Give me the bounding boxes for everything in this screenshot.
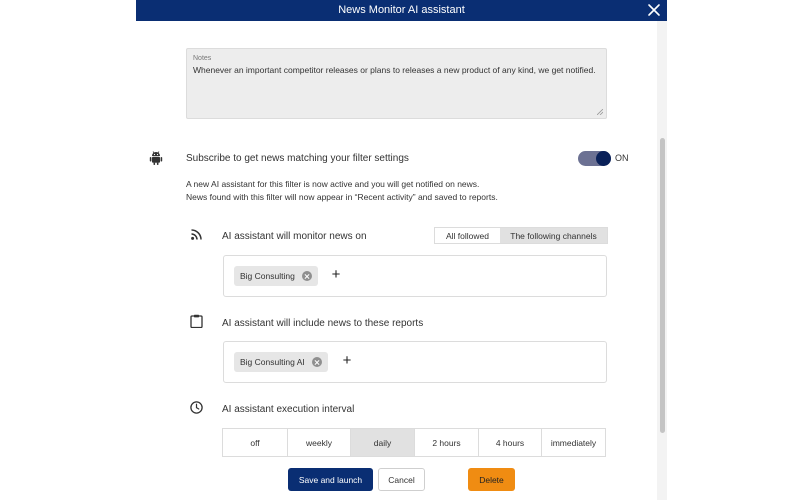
scrollbar-thumb[interactable]	[660, 138, 665, 433]
notes-text[interactable]: Whenever an important competitor releases or plans to releases a new product of any kind, we get notified.	[193, 65, 596, 75]
subscribe-info	[186, 178, 498, 204]
option-following-channels[interactable]: The following channels	[500, 228, 607, 243]
add-report-button[interactable]: +	[342, 352, 352, 369]
toggle-state-label: ON	[615, 153, 629, 163]
report-chip	[234, 352, 328, 372]
subscribe-label: Subscribe to get news matching your filter settings	[186, 153, 409, 164]
resize-handle-icon[interactable]	[597, 109, 603, 115]
remove-chip-icon[interactable]	[312, 357, 322, 367]
reports-label: AI assistant will include news to these reports	[222, 318, 424, 329]
save-and-launch-button[interactable]: Save and launch	[288, 468, 373, 491]
dialog-title: News Monitor AI assistant	[338, 4, 465, 16]
rss-icon	[191, 229, 202, 240]
interval-label: AI assistant execution interval	[222, 404, 355, 415]
interval-selector	[222, 428, 606, 457]
android-icon	[149, 150, 163, 165]
clock-icon	[190, 401, 203, 414]
delete-button[interactable]: Delete	[468, 468, 515, 491]
notes-field[interactable]	[186, 48, 607, 119]
close-icon[interactable]	[647, 3, 661, 17]
channel-chip	[234, 266, 318, 286]
monitor-scope-selector	[434, 227, 608, 244]
add-channel-button[interactable]: +	[331, 266, 341, 283]
subscribe-toggle[interactable]	[578, 151, 611, 166]
interval-4-hours[interactable]: 4 hours	[479, 429, 542, 456]
report-chip-label: Big Consulting AI	[240, 357, 305, 367]
interval-2-hours[interactable]: 2 hours	[415, 429, 479, 456]
reports-box[interactable]	[223, 341, 607, 383]
channel-chip-label: Big Consulting	[240, 271, 295, 281]
channels-box[interactable]	[223, 255, 607, 297]
interval-off[interactable]: off	[223, 429, 288, 456]
interval-weekly[interactable]: weekly	[288, 429, 351, 456]
info-line-2: News found with this filter will now appear in “Recent activity” and saved to reports.	[186, 192, 498, 202]
interval-immediately[interactable]: immediately	[542, 429, 605, 456]
notes-label: Notes	[193, 55, 212, 62]
remove-chip-icon[interactable]	[302, 271, 312, 281]
option-all-followed[interactable]: All followed	[435, 228, 500, 243]
cancel-button[interactable]: Cancel	[378, 468, 425, 491]
monitor-label: AI assistant will monitor news on	[222, 231, 367, 242]
title-bar	[136, 0, 667, 21]
info-line-1: A new AI assistant for this filter is now active and you will get notified on news.	[186, 179, 480, 189]
clipboard-icon	[190, 314, 203, 328]
interval-daily[interactable]: daily	[351, 429, 415, 456]
toggle-knob	[596, 151, 611, 166]
